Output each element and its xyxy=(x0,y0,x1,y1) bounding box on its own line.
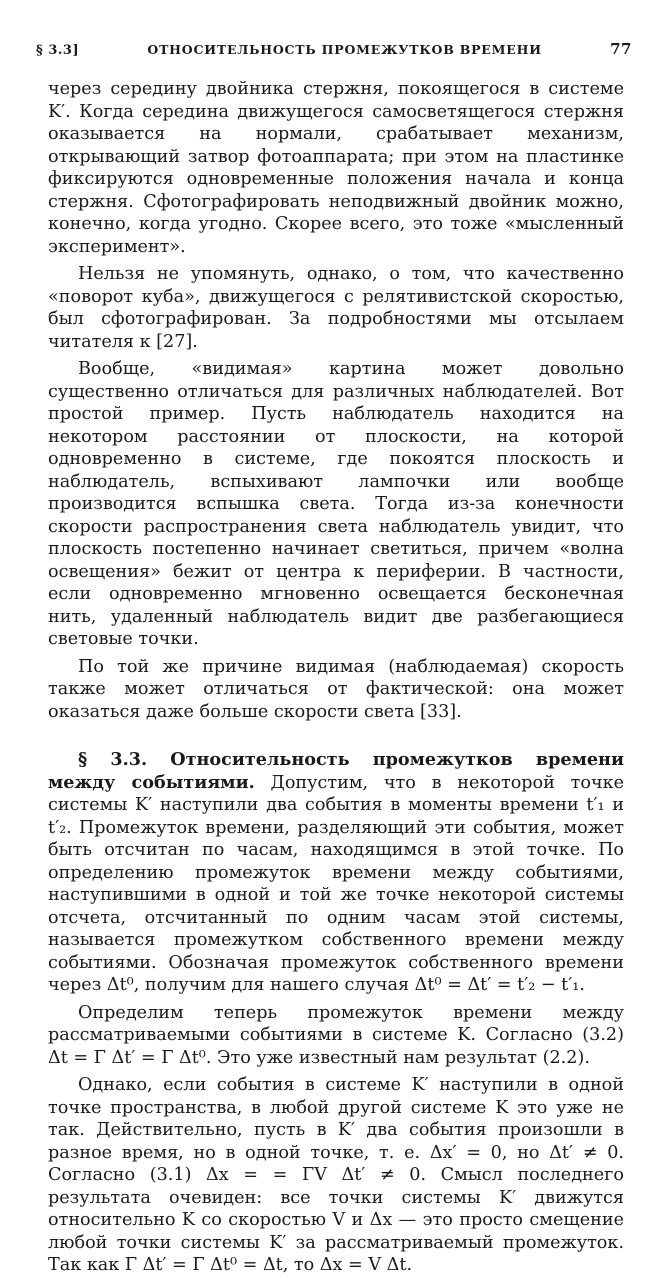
section-heading: § 3.3. Относительность промежутков времени между событиями. xyxy=(48,749,624,793)
section-paragraph-2: Определим теперь промежуток времени между рассматриваемыми событиями в системе K. Согласно (3.2) Δt = Γ Δt′ = Γ Δt⁰. Это уже известный нам результат (2.2). xyxy=(48,1002,624,1068)
paragraph-continuation: через середину двойника стержня, покоящегося в системе K′. Когда середина движущегося самосветящегося стержня оказывается на нормали, срабатывает механизм, открывающий затвор фотоаппарата; при этом на пластинке фиксируются одновременные положения начала и конца стержня. Сфотографировать неподвижный двойник можно, конечно, когда угодно. Скорее всего, это тоже «мысленный эксперимент». xyxy=(48,79,624,257)
section-3-3-paragraph xyxy=(48,749,624,997)
paragraph-cube-rotation: Нельзя не упомянуть, однако, о том, что качественно «поворот куба», движущегося с релятивистской скоростью, был сфотографирован. За подробностями мы отсылаем читателя к [27]. xyxy=(48,264,624,352)
header-section-ref: § 3.3] xyxy=(36,43,80,58)
section-paragraph-3: Однако, если события в системе K′ наступили в одной точке пространства, в любой другой системе K это уже не так. Действительно, пусть в K′ два события произошли в разное время, но в одной точке, т. е. Δx′ = 0, но Δt′ ≠ 0. Согласно (3.1) Δx = = ΓV Δt′ ≠ 0. Смысл последнего результата очевиден: все точки системы K′ движутся относительно K со скоростью V и Δx — это просто смещение любой точки системы K′ за рассматриваемый промежуток. Так как Γ Δt′ = Γ Δt⁰ = Δt, то Δx = V Δt. xyxy=(48,1075,624,1275)
body-text xyxy=(48,78,624,1277)
page-number: 77 xyxy=(610,40,632,58)
header-title: ОТНОСИТЕЛЬНОСТЬ ПРОМЕЖУТКОВ ВРЕМЕНИ xyxy=(147,42,542,57)
section-paragraph-1: Допустим, что в некоторой точке системы K′ наступили два события в моменты времени t′₁ и t′₂. Промежуток времени, разделяющий эти события, может быть отсчитан по часам, находящимся в этой точке. По определению промежуток времени между событиями, наступившими в одной и той же точке некоторой системы отсчета, отсчитанный по одним часам этой системы, называется промежутком собственного времени между событиями. Обозначая промежуток собственного времени через Δt⁰, получим для нашего случая Δt⁰ = Δt′ = t′₂ − t′₁. xyxy=(48,772,625,995)
paragraph-visible-speed: По той же причине видимая (наблюдаемая) скорость также может отличаться от фактической: она может оказаться даже больше скорости света [33]. xyxy=(48,656,624,722)
paragraph-visible-picture: Вообще, «видимая» картина может довольно существенно отличаться для различных наблюдателей. Вот простой пример. Пусть наблюдатель находится на некотором расстоянии от плоскости, на которой одновременно в системе, где покоятся плоскость и наблюдатель, вспыхивают лампочки или вообще производится вспышка света. Тогда из-за конечности скорости распространения света наблюдатель увидит, что плоскость постепенно начинает светиться, причем «волна освещения» бежит от центра к периферии. В частности, если одновременно мгновенно освещается бесконечная нить, удаленный наблюдатель видит две разбегающиеся световые точки. xyxy=(48,359,624,649)
running-head xyxy=(36,40,632,62)
